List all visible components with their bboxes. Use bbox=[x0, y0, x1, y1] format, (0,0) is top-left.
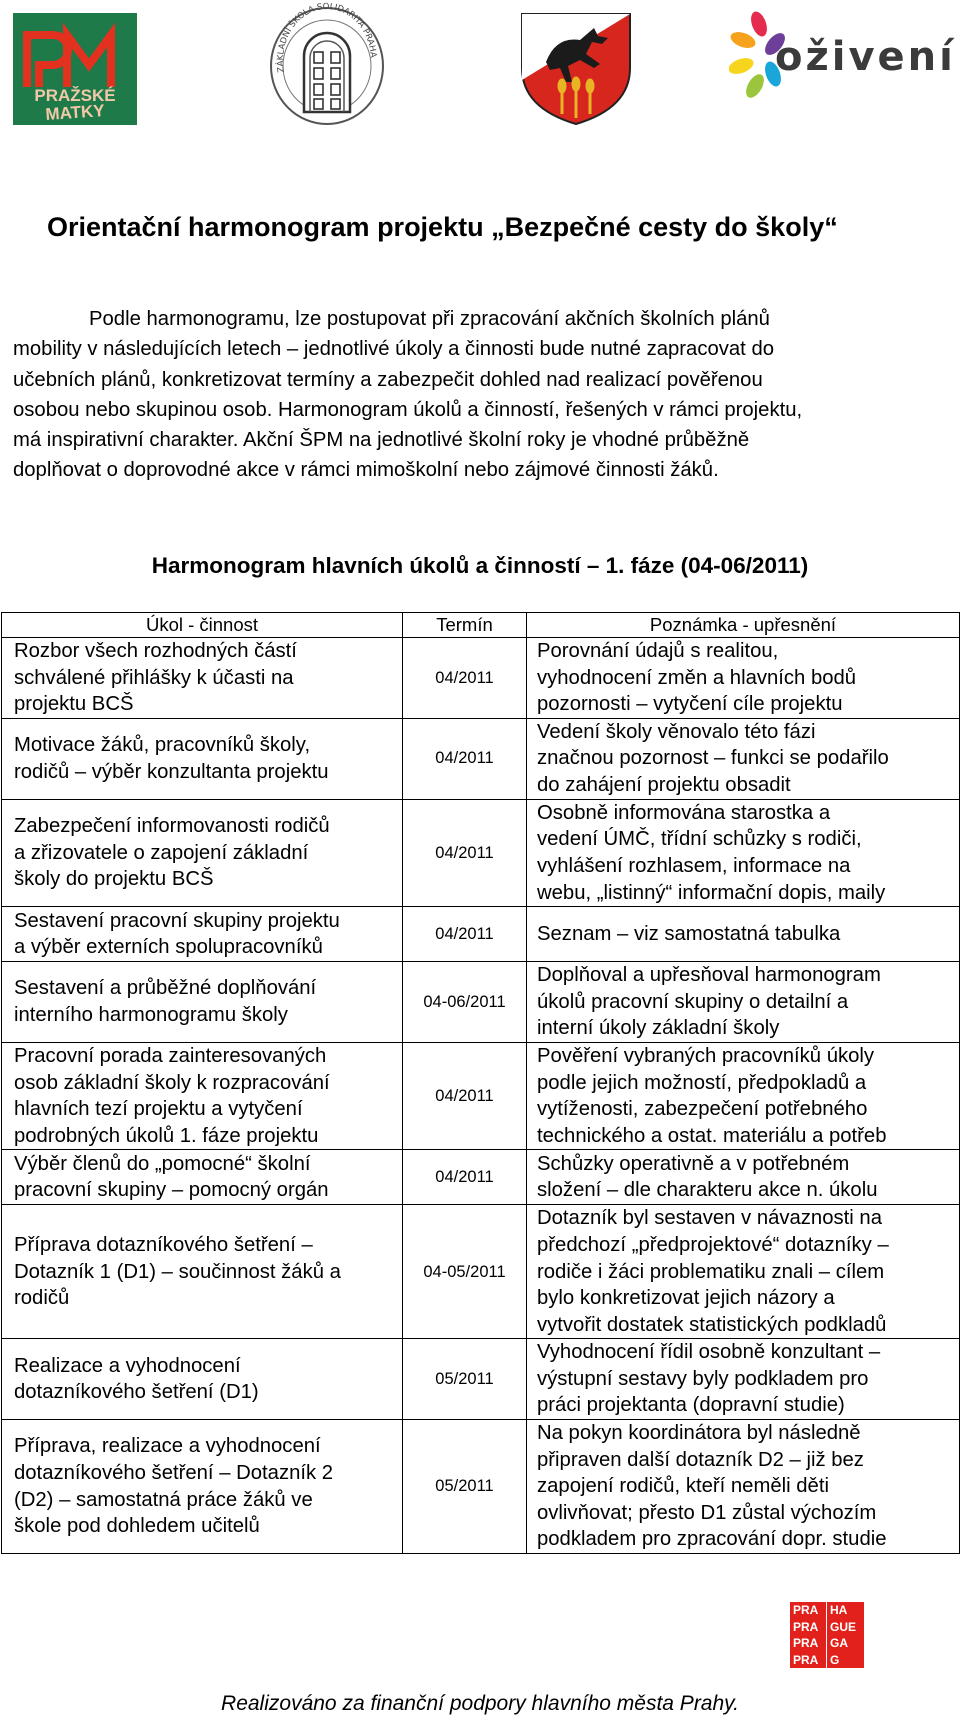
note-cell bbox=[527, 907, 960, 962]
note-line: pozornosti – vytyčení cíle projektu bbox=[537, 693, 843, 716]
intro-line: doplňovat o doprovodné akce v rámci mimoškolní nebo zájmové činnosti žáků. bbox=[13, 459, 719, 482]
note-line: vytvořit dostatek statistických podkladů bbox=[537, 1313, 887, 1336]
note-cell bbox=[527, 638, 960, 719]
note-line: bylo konkretizovat jejich názory a bbox=[537, 1287, 835, 1310]
school-seal-icon bbox=[266, 2, 388, 126]
note-line: složení – dle charakteru akce n. úkolu bbox=[537, 1179, 878, 1202]
intro-paragraph bbox=[13, 304, 951, 486]
column-header-task: Úkol - činnost bbox=[2, 613, 403, 638]
note-line: připraven další dotazník D2 – již bez bbox=[537, 1448, 864, 1471]
praha-logo-cell: PRA bbox=[790, 1619, 827, 1636]
praha-logo-grid bbox=[790, 1602, 864, 1668]
note-line: vyhlášení rozhlasem, informace na bbox=[537, 854, 851, 877]
note-cell bbox=[527, 1150, 960, 1205]
note-line: interní úkoly základní školy bbox=[537, 1017, 780, 1040]
task-cell bbox=[2, 1205, 403, 1339]
task-line: projektu BCŠ bbox=[14, 693, 134, 716]
term-cell: 04/2011 bbox=[403, 638, 527, 719]
task-cell bbox=[2, 1420, 403, 1554]
table-row bbox=[2, 1205, 960, 1339]
task-line: Pracovní porada zainteresovaných bbox=[14, 1044, 327, 1067]
task-cell bbox=[2, 962, 403, 1043]
task-line: Sestavení a průběžné doplňování bbox=[14, 977, 317, 1000]
note-line: podkladem pro zpracování dopr. studie bbox=[537, 1528, 887, 1551]
prazske-matky-logo bbox=[13, 13, 137, 125]
note-cell bbox=[527, 962, 960, 1043]
intro-line: osobou nebo skupinou osob. Harmonogram úkolů a činností, řešených v rámci projektu, bbox=[13, 398, 803, 421]
note-cell bbox=[527, 799, 960, 906]
task-line: schválené přihlášky k účasti na bbox=[14, 666, 294, 689]
table-row bbox=[2, 907, 960, 962]
note-cell bbox=[527, 1042, 960, 1149]
note-line: práci projektanta (dopravní studie) bbox=[537, 1394, 845, 1417]
task-line: školy do projektu BCŠ bbox=[14, 868, 214, 891]
intro-line: mobility v následujících letech – jednotlivé úkoly a činnosti bude nutné zapracovat do bbox=[13, 338, 775, 361]
task-line: Příprava dotazníkového šetření – bbox=[14, 1233, 313, 1256]
note-line: Vedení školy věnovalo této fázi bbox=[537, 720, 816, 743]
task-line: rodičů – výběr konzultanta projektu bbox=[14, 760, 329, 783]
term-cell: 04/2011 bbox=[403, 1150, 527, 1205]
note-line: podle jejich možností, předpokladů a bbox=[537, 1071, 867, 1094]
note-line: Doplňoval a upřesňoval harmonogram bbox=[537, 964, 881, 987]
note-line: technického a ostat. materiálu a potřeb bbox=[537, 1124, 887, 1147]
oziveni-text: oživení bbox=[775, 34, 956, 80]
task-line: dotazníkového šetření (D1) bbox=[14, 1381, 259, 1404]
note-cell bbox=[527, 1205, 960, 1339]
task-cell bbox=[2, 1150, 403, 1205]
praha-logo-cell: PRA bbox=[790, 1635, 827, 1652]
task-line: škole pod dohledem učitelů bbox=[14, 1515, 260, 1538]
flower-petal bbox=[748, 10, 770, 39]
flower-petal bbox=[742, 71, 767, 101]
column-header-term: Termín bbox=[403, 613, 527, 638]
task-line: pracovní skupiny – pomocný orgán bbox=[14, 1179, 329, 1202]
note-line: značnou pozornost – funkci se podařilo bbox=[537, 747, 889, 770]
term-cell: 04-05/2011 bbox=[403, 1205, 527, 1339]
note-line: ovlivňovat; přesto D1 zůstal výchozím bbox=[537, 1501, 877, 1524]
table-body bbox=[2, 638, 960, 1554]
note-line: do zahájení projektu obsadit bbox=[537, 774, 791, 797]
task-line: Příprava, realizace a vyhodnocení bbox=[14, 1435, 321, 1458]
task-line: Motivace žáků, pracovníků školy, bbox=[14, 734, 311, 757]
municipal-crest-logo bbox=[518, 10, 634, 126]
schedule-table bbox=[1, 612, 960, 1554]
note-cell bbox=[527, 718, 960, 799]
task-cell bbox=[2, 907, 403, 962]
term-cell: 04/2011 bbox=[403, 1042, 527, 1149]
svg-text:ZÁKLADNÍ ŠKOLA SOLIDARITA PRAH: ZÁKLADNÍ ŠKOLA SOLIDARITA PRAHA bbox=[275, 2, 378, 74]
footer-funding-note: Realizováno za finanční podpory hlavního města Prahy. bbox=[221, 1692, 739, 1715]
note-line: rodiče i žáci problematiku znali – cílem bbox=[537, 1260, 885, 1283]
task-line: a výběr externích spolupracovníků bbox=[14, 936, 323, 959]
task-line: Sestavení pracovní skupiny projektu bbox=[14, 909, 340, 932]
note-line: webu, „listinný“ informační dopis, maily bbox=[537, 881, 886, 904]
task-cell bbox=[2, 638, 403, 719]
table-row bbox=[2, 799, 960, 906]
table-header-row bbox=[2, 613, 960, 638]
column-header-note: Poznámka - upřesnění bbox=[527, 613, 960, 638]
task-line: hlavních tezí projektu a vytyčení bbox=[14, 1098, 303, 1121]
task-line: dotazníkového šetření – Dotazník 2 bbox=[14, 1461, 334, 1484]
table-row bbox=[2, 1420, 960, 1554]
praha-logo-cell: PRA bbox=[790, 1602, 827, 1619]
task-line: Dotazník 1 (D1) – součinnost žáků a bbox=[14, 1260, 341, 1283]
note-line: zapojení rodičů, kteří neměli děti bbox=[537, 1475, 829, 1498]
table-row bbox=[2, 638, 960, 719]
note-line: Schůzky operativně a v potřebném bbox=[537, 1152, 850, 1175]
prazske-matky-text: PRAŽSKÉ MATKY bbox=[34, 86, 116, 125]
intro-line: má inspirativní charakter. Akční ŠPM na jednotlivé školní roky je vhodné průběžně bbox=[13, 429, 750, 452]
note-line: Pověření vybraných pracovníků úkoly bbox=[537, 1044, 875, 1067]
term-cell: 04-06/2011 bbox=[403, 962, 527, 1043]
task-cell bbox=[2, 1339, 403, 1420]
note-line: Dotazník byl sestaven v návaznosti na bbox=[537, 1207, 882, 1230]
crest-horse-icon bbox=[518, 10, 634, 126]
flower-petal bbox=[729, 29, 758, 51]
table-row bbox=[2, 1042, 960, 1149]
term-cell: 04/2011 bbox=[403, 799, 527, 906]
note-cell bbox=[527, 1339, 960, 1420]
document-title: Orientační harmonogram projektu „Bezpečné cesty do školy“ bbox=[47, 212, 838, 242]
table-row bbox=[2, 962, 960, 1043]
note-line: Osobně informována starostka a bbox=[537, 801, 831, 824]
term-cell: 04/2011 bbox=[403, 718, 527, 799]
note-line: vytíženosti, zabezpečení potřebného bbox=[537, 1098, 868, 1121]
note-line: úkolů pracovní skupiny o detailní a bbox=[537, 990, 849, 1013]
flower-petal bbox=[729, 55, 756, 77]
task-cell bbox=[2, 718, 403, 799]
table-row bbox=[2, 718, 960, 799]
note-line: Na pokyn koordinátora byl následně bbox=[537, 1422, 861, 1445]
praha-logo-cell: PRA bbox=[790, 1652, 827, 1669]
task-line: (D2) – samostatná práce žáků ve bbox=[14, 1488, 313, 1511]
section-title: Harmonogram hlavních úkolů a činností – 1. fáze (04-06/2011) bbox=[151, 553, 809, 578]
praha-logo-cell: G bbox=[827, 1652, 864, 1669]
intro-line: učebních plánů, konkretizovat termíny a zabezpečit dohled nad realizací pověřenou bbox=[13, 368, 763, 391]
intro-line: Podle harmonogramu, lze postupovat při zpracování akčních školních plánů bbox=[89, 308, 770, 330]
task-line: interního harmonogramu školy bbox=[14, 1004, 288, 1027]
note-cell bbox=[527, 1420, 960, 1554]
praha-logo bbox=[790, 1602, 864, 1668]
task-line: podrobných úkolů 1. fáze projektu bbox=[14, 1124, 319, 1147]
note-line: vyhodnocení změn a hlavních bodů bbox=[537, 666, 857, 689]
term-cell: 04/2011 bbox=[403, 907, 527, 962]
task-line: Realizace a vyhodnocení bbox=[14, 1354, 241, 1377]
oziveni-logo bbox=[729, 10, 956, 116]
note-line: Seznam – viz samostatná tabulka bbox=[537, 922, 841, 945]
task-line: Rozbor všech rozhodných částí bbox=[14, 640, 297, 662]
term-cell: 05/2011 bbox=[403, 1420, 527, 1554]
term-cell: 05/2011 bbox=[403, 1339, 527, 1420]
task-line: Zabezpečení informovanosti rodičů bbox=[14, 815, 330, 838]
note-line: výstupní sestavy byly podkladem pro bbox=[537, 1367, 869, 1390]
note-line: vedení ÚMČ, třídní schůzky s rodiči, bbox=[537, 828, 862, 851]
task-line: a zřizovatele o zapojení základní bbox=[14, 841, 309, 864]
note-line: předchozí „předprojektové“ dotazníky – bbox=[537, 1233, 889, 1256]
praha-logo-cell: HA bbox=[827, 1602, 864, 1619]
praha-logo-cell: GA bbox=[827, 1635, 864, 1652]
task-line: rodičů bbox=[14, 1287, 70, 1310]
task-line: Výběr členů do „pomocné“ školní bbox=[14, 1152, 311, 1175]
praha-logo-cell: GUE bbox=[827, 1619, 864, 1636]
table-row bbox=[2, 1150, 960, 1205]
task-cell bbox=[2, 799, 403, 906]
table-row bbox=[2, 1339, 960, 1420]
note-line: Porovnání údajů s realitou, bbox=[537, 640, 779, 662]
task-cell bbox=[2, 1042, 403, 1149]
task-line: osob základní školy k rozpracování bbox=[14, 1071, 330, 1094]
school-seal-logo bbox=[266, 2, 388, 126]
note-line: Vyhodnocení řídil osobně konzultant – bbox=[537, 1341, 881, 1364]
